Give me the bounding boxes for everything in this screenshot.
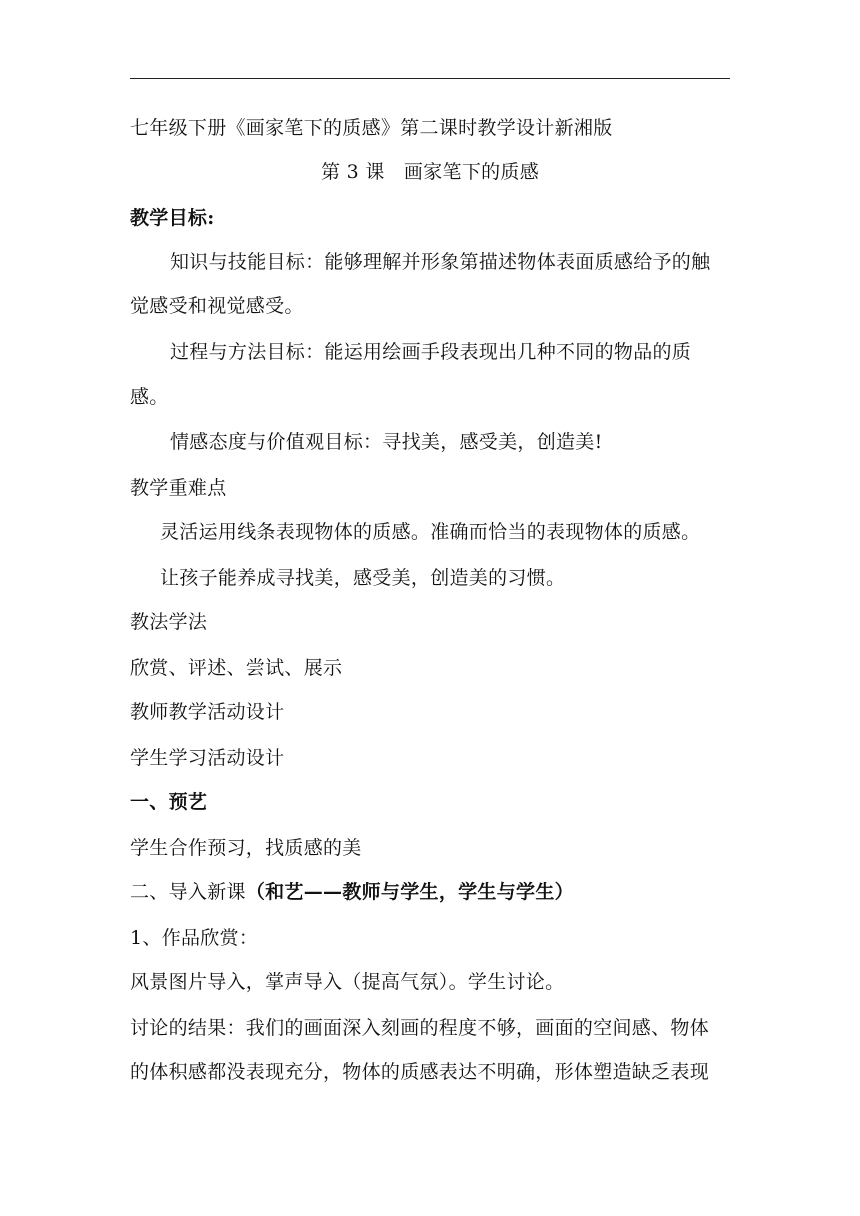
section1-heading: 一、预艺: [130, 791, 208, 813]
key-point-1: 灵活运用线条表现物体的质感。准确而恰当的表现物体的质感。: [160, 521, 701, 543]
document-header-title: 七年级下册《画家笔下的质感》第二课时教学设计新湘版: [130, 117, 613, 139]
section2-heading-bold: （和艺——教师与学生，学生与学生）: [245, 881, 574, 903]
discussion-line2: 的体积感都没表现充分，物体的质感表达不明确，形体塑造缺乏表现: [130, 1061, 710, 1083]
methods-heading: 教法学法: [130, 611, 208, 633]
item1-text: 风景图片导入，掌声导入（提高气氛）。学生讨论。: [130, 971, 565, 993]
section2-heading-plain: 二、导入新课: [130, 881, 246, 903]
objectives-heading: 教学目标:: [130, 207, 215, 229]
objective-process-line1: 过程与方法目标：能运用绘画手段表现出几种不同的物品的质: [170, 341, 692, 363]
key-points-heading: 教学重难点: [130, 477, 227, 499]
lesson-title: 第 3 课 画家笔下的质感: [320, 161, 540, 183]
section1-text: 学生合作预习，找质感的美: [130, 837, 362, 859]
methods-text: 欣赏、评述、尝试、展示: [130, 657, 343, 679]
objective-knowledge-line1: 知识与技能目标：能够理解并形象第描述物体表面质感给予的触: [170, 251, 711, 273]
key-point-2: 让孩子能养成寻找美，感受美，创造美的习惯。: [160, 567, 566, 589]
objective-emotion: 情感态度与价值观目标：寻找美，感受美，创造美!: [170, 431, 603, 453]
objective-knowledge-line2: 觉感受和视觉感受。: [130, 295, 304, 317]
teacher-activity-heading: 教师教学活动设计: [130, 701, 285, 723]
student-activity-heading: 学生学习活动设计: [130, 747, 285, 769]
item1-heading: 1、作品欣赏：: [130, 927, 259, 949]
section2-heading: [130, 880, 735, 904]
discussion-line1: 讨论的结果：我们的画面深入刻画的程度不够，画面的空间感、物体: [130, 1017, 710, 1039]
header-rule: [130, 78, 730, 79]
objective-process-line2: 感。: [130, 386, 169, 408]
